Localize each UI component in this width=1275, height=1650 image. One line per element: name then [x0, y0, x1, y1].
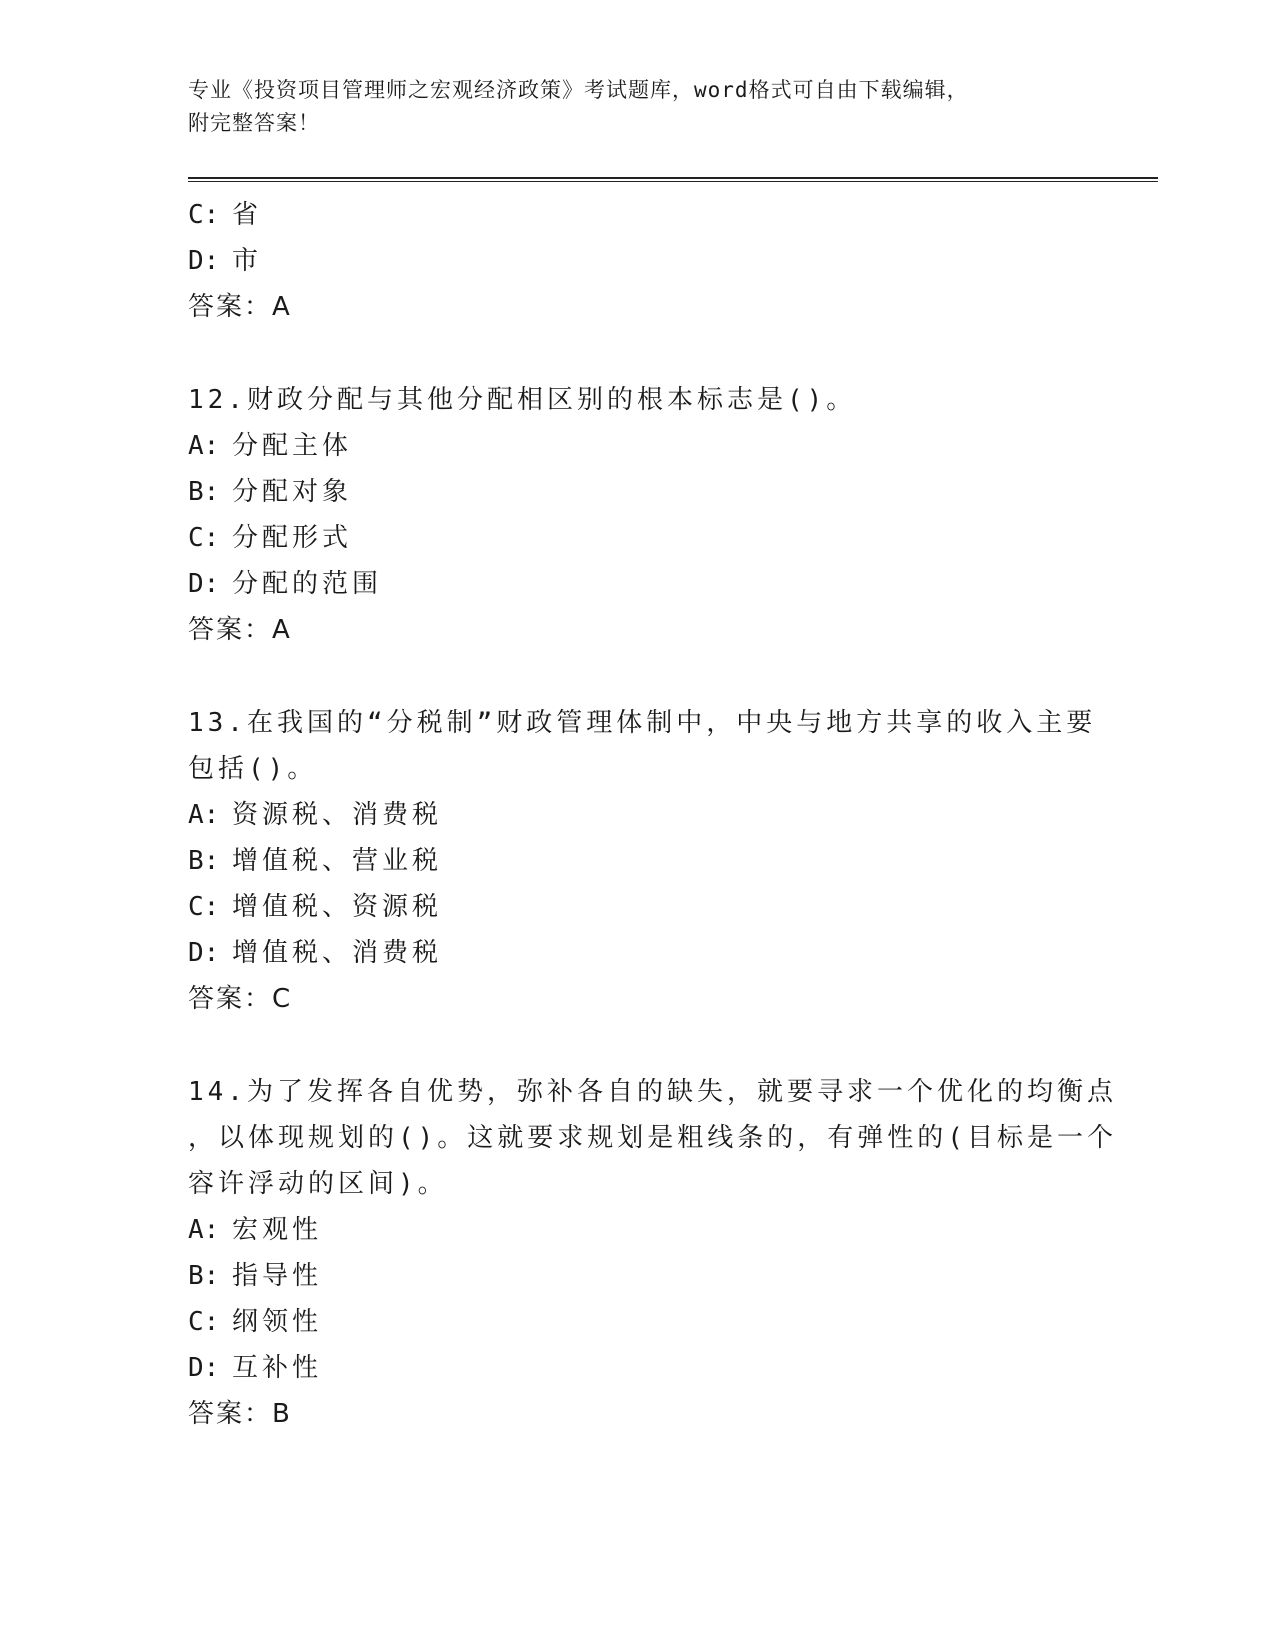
option-c	[188, 515, 1158, 561]
question-stem: 13.在我国的“分税制”财政管理体制中，中央与地方共享的收入主要	[188, 708, 1097, 738]
answer-line: 答案：C	[188, 984, 293, 1014]
option-d	[188, 238, 1158, 284]
option-label: D:	[188, 569, 220, 599]
option-a	[188, 1207, 1158, 1253]
partial-question	[188, 192, 1158, 330]
option-text: 宏观性	[232, 1215, 323, 1245]
option-b	[188, 838, 1158, 884]
header-divider	[188, 177, 1158, 182]
option-b	[188, 1253, 1158, 1299]
option-label: C:	[188, 200, 220, 230]
question-14	[188, 1069, 1158, 1437]
option-c	[188, 192, 1158, 238]
option-text: 增值税、消费税	[232, 938, 443, 968]
question-stem: 14.为了发挥各自优势，弥补各自的缺失，就要寻求一个优化的均衡点	[188, 1077, 1117, 1107]
option-label: D:	[188, 246, 220, 276]
option-label: D:	[188, 938, 220, 968]
option-text: 互补性	[232, 1353, 323, 1383]
option-label: A:	[188, 1215, 220, 1245]
option-d	[188, 1345, 1158, 1391]
question-stem: 包括()。	[188, 754, 318, 784]
option-text: 省	[232, 200, 263, 230]
option-text: 市	[232, 246, 263, 276]
option-c	[188, 1299, 1158, 1345]
option-d	[188, 930, 1158, 976]
option-text: 资源税、消费税	[232, 800, 443, 830]
header-line-2: 附完整答案！	[188, 111, 320, 135]
option-text: 增值税、营业税	[232, 846, 443, 876]
option-label: B:	[188, 1261, 220, 1291]
question-stem: 容许浮动的区间)。	[188, 1169, 448, 1199]
option-c	[188, 884, 1158, 930]
option-label: C:	[188, 1307, 220, 1337]
option-label: C:	[188, 892, 220, 922]
option-d	[188, 561, 1158, 607]
option-a	[188, 792, 1158, 838]
option-text: 分配形式	[232, 523, 353, 553]
answer-line: 答案：A	[188, 615, 292, 645]
option-label: B:	[188, 846, 220, 876]
option-label: B:	[188, 477, 220, 507]
question-13	[188, 700, 1158, 1022]
document-header	[188, 74, 1088, 140]
option-label: D:	[188, 1353, 220, 1383]
answer-line: 答案：B	[188, 1399, 292, 1429]
option-text: 分配的范围	[232, 569, 383, 599]
question-stem: 12.财政分配与其他分配相区别的根本标志是()。	[188, 385, 857, 415]
option-text: 分配对象	[232, 477, 353, 507]
question-12	[188, 377, 1158, 653]
option-label: A:	[188, 431, 220, 461]
option-b	[188, 469, 1158, 515]
option-text: 增值税、资源税	[232, 892, 443, 922]
answer-line: 答案：A	[188, 292, 292, 322]
option-a	[188, 423, 1158, 469]
option-text: 分配主体	[232, 431, 353, 461]
option-label: A:	[188, 800, 220, 830]
option-label: C:	[188, 523, 220, 553]
question-stem: ，以体现规划的()。这就要求规划是粗线条的，有弹性的(目标是一个	[188, 1123, 1117, 1153]
header-line-1: 专业《投资项目管理师之宏观经济政策》考试题库，word格式可自由下载编辑，	[188, 78, 969, 102]
question-list	[188, 192, 1158, 1437]
option-text: 指导性	[232, 1261, 323, 1291]
option-text: 纲领性	[232, 1307, 323, 1337]
